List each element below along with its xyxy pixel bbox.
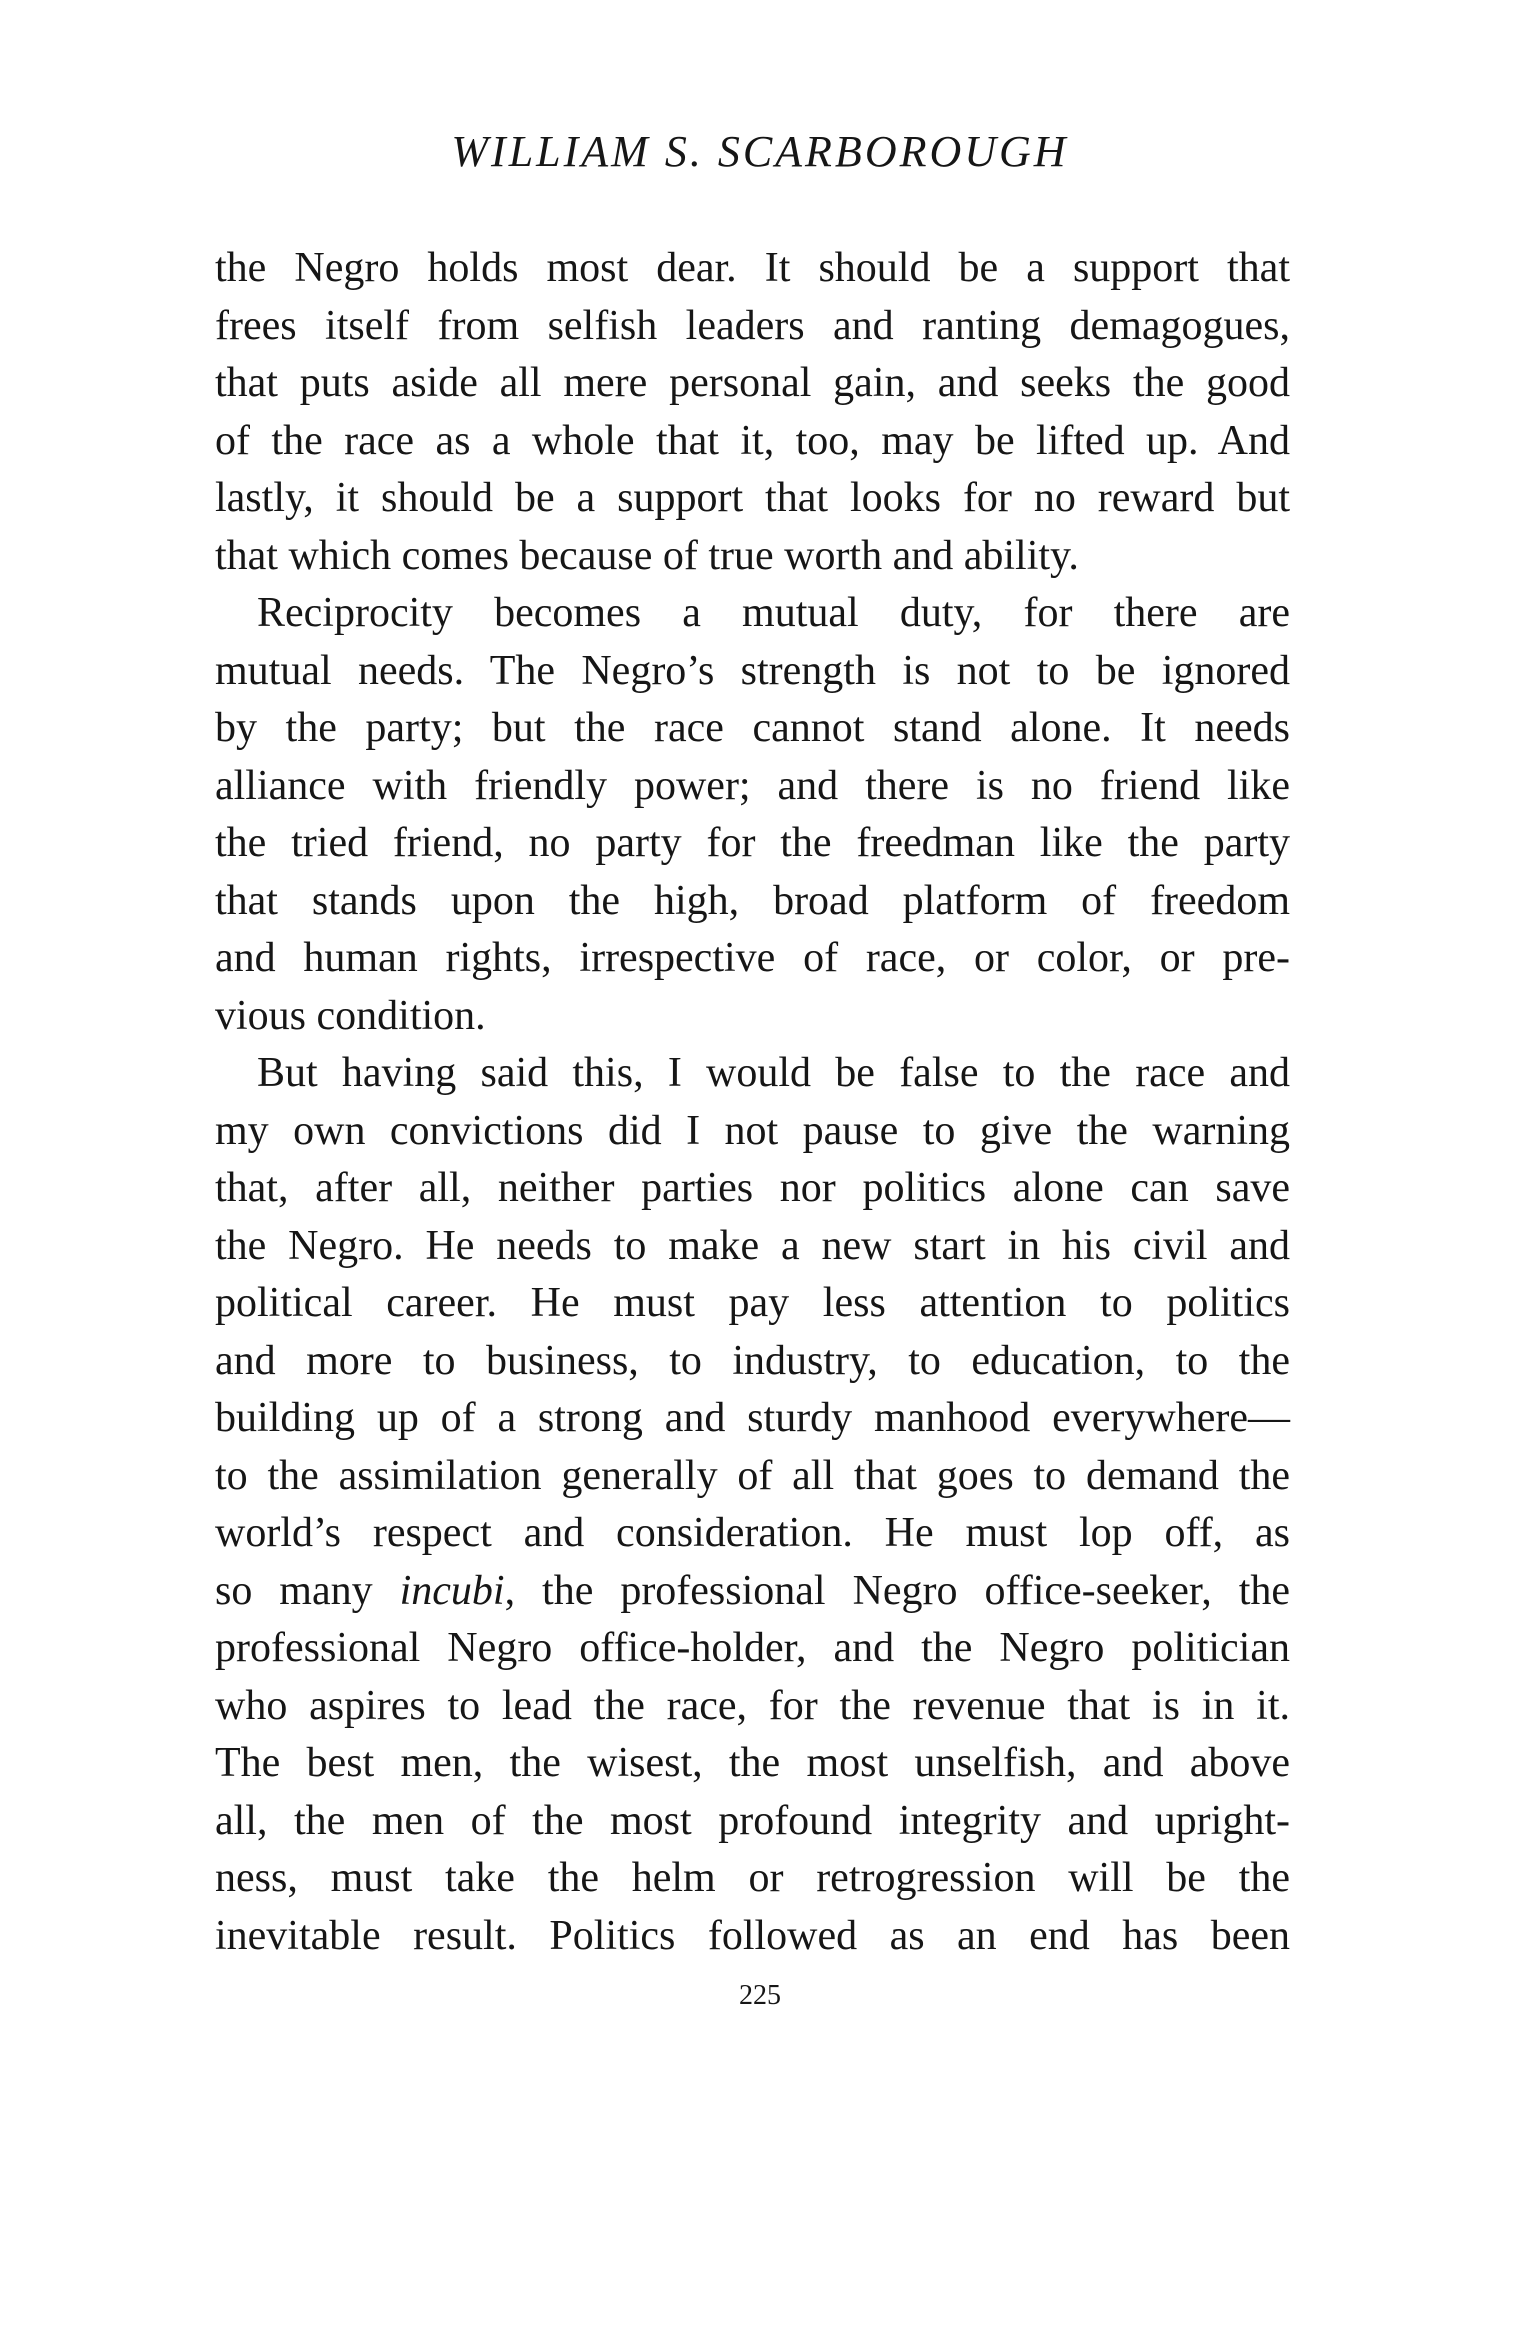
text-line: that which comes because of true worth and ability. xyxy=(215,532,1079,579)
text-line: mutual needs. The Negro’s strength is not to be ignored xyxy=(215,647,1290,694)
text-line: building up of a strong and sturdy manhood everywhere— xyxy=(215,1395,1290,1441)
line-text-post: , the professional Negro office-seeker, the xyxy=(504,1567,1291,1614)
text-line: world’s respect and consideration. He must lop off, as xyxy=(215,1510,1290,1556)
text-line: that, after all, neither parties nor politics alone can save xyxy=(215,1165,1290,1211)
text-line: who aspires to lead the race, for the revenue that is in it. xyxy=(215,1682,1290,1729)
text-line: The best men, the wisest, the most unselfish, and above xyxy=(215,1740,1290,1786)
text-line: that puts aside all mere personal gain, and seeks the good xyxy=(215,360,1290,406)
text-line: to the assimilation generally of all that goes to demand the xyxy=(215,1452,1290,1499)
line-text-pre: so many xyxy=(215,1567,400,1614)
paragraph-1 xyxy=(215,240,1290,585)
paragraph-2 xyxy=(215,585,1290,1045)
text-line: Reciprocity becomes a mutual duty, for there are xyxy=(257,590,1290,636)
text-line: my own convictions did I not pause to give the warning xyxy=(215,1107,1290,1154)
text-line: by the party; but the race cannot stand alone. It needs xyxy=(215,705,1290,751)
text-line-with-italic xyxy=(215,1563,1290,1621)
text-line: the Negro. He needs to make a new start in his civil and xyxy=(215,1222,1290,1269)
text-line: inevitable result. Politics followed as an end has been xyxy=(215,1912,1290,1959)
page-number: 225 xyxy=(739,1980,781,2011)
text-line: political career. He must pay less attention to politics xyxy=(215,1280,1290,1326)
italic-word: incubi xyxy=(399,1567,505,1614)
text-line: and more to business, to industry, to education, to the xyxy=(215,1337,1290,1384)
text-line: of the race as a whole that it, too, may be lifted up. And xyxy=(215,417,1290,464)
paragraph-3 xyxy=(215,1045,1290,1965)
text-line: alliance with friendly power; and there is no friend like xyxy=(215,762,1290,809)
running-head: WILLIAM S. SCARBOROUGH xyxy=(451,127,1069,176)
text-line: frees itself from selfish leaders and ranting demagogues, xyxy=(215,302,1290,349)
text-line: vious condition. xyxy=(215,992,486,1039)
text-line: But having said this, I would be false to the race and xyxy=(257,1050,1290,1096)
text-line: and human rights, irrespective of race, or color, or pre- xyxy=(215,935,1290,981)
text-line: lastly, it should be a support that looks for no reward but xyxy=(215,475,1290,521)
body-text xyxy=(215,240,1290,1965)
text-line: all, the men of the most profound integrity and upright- xyxy=(215,1797,1290,1844)
text-line: that stands upon the high, broad platform of freedom xyxy=(215,877,1290,924)
text-line: the tried friend, no party for the freedman like the party xyxy=(215,820,1290,866)
text-line: the Negro holds most dear. It should be a support that xyxy=(215,245,1290,291)
text-line: professional Negro office-holder, and the Negro politician xyxy=(215,1625,1290,1671)
text-line: ness, must take the helm or retrogression will be the xyxy=(215,1855,1290,1901)
